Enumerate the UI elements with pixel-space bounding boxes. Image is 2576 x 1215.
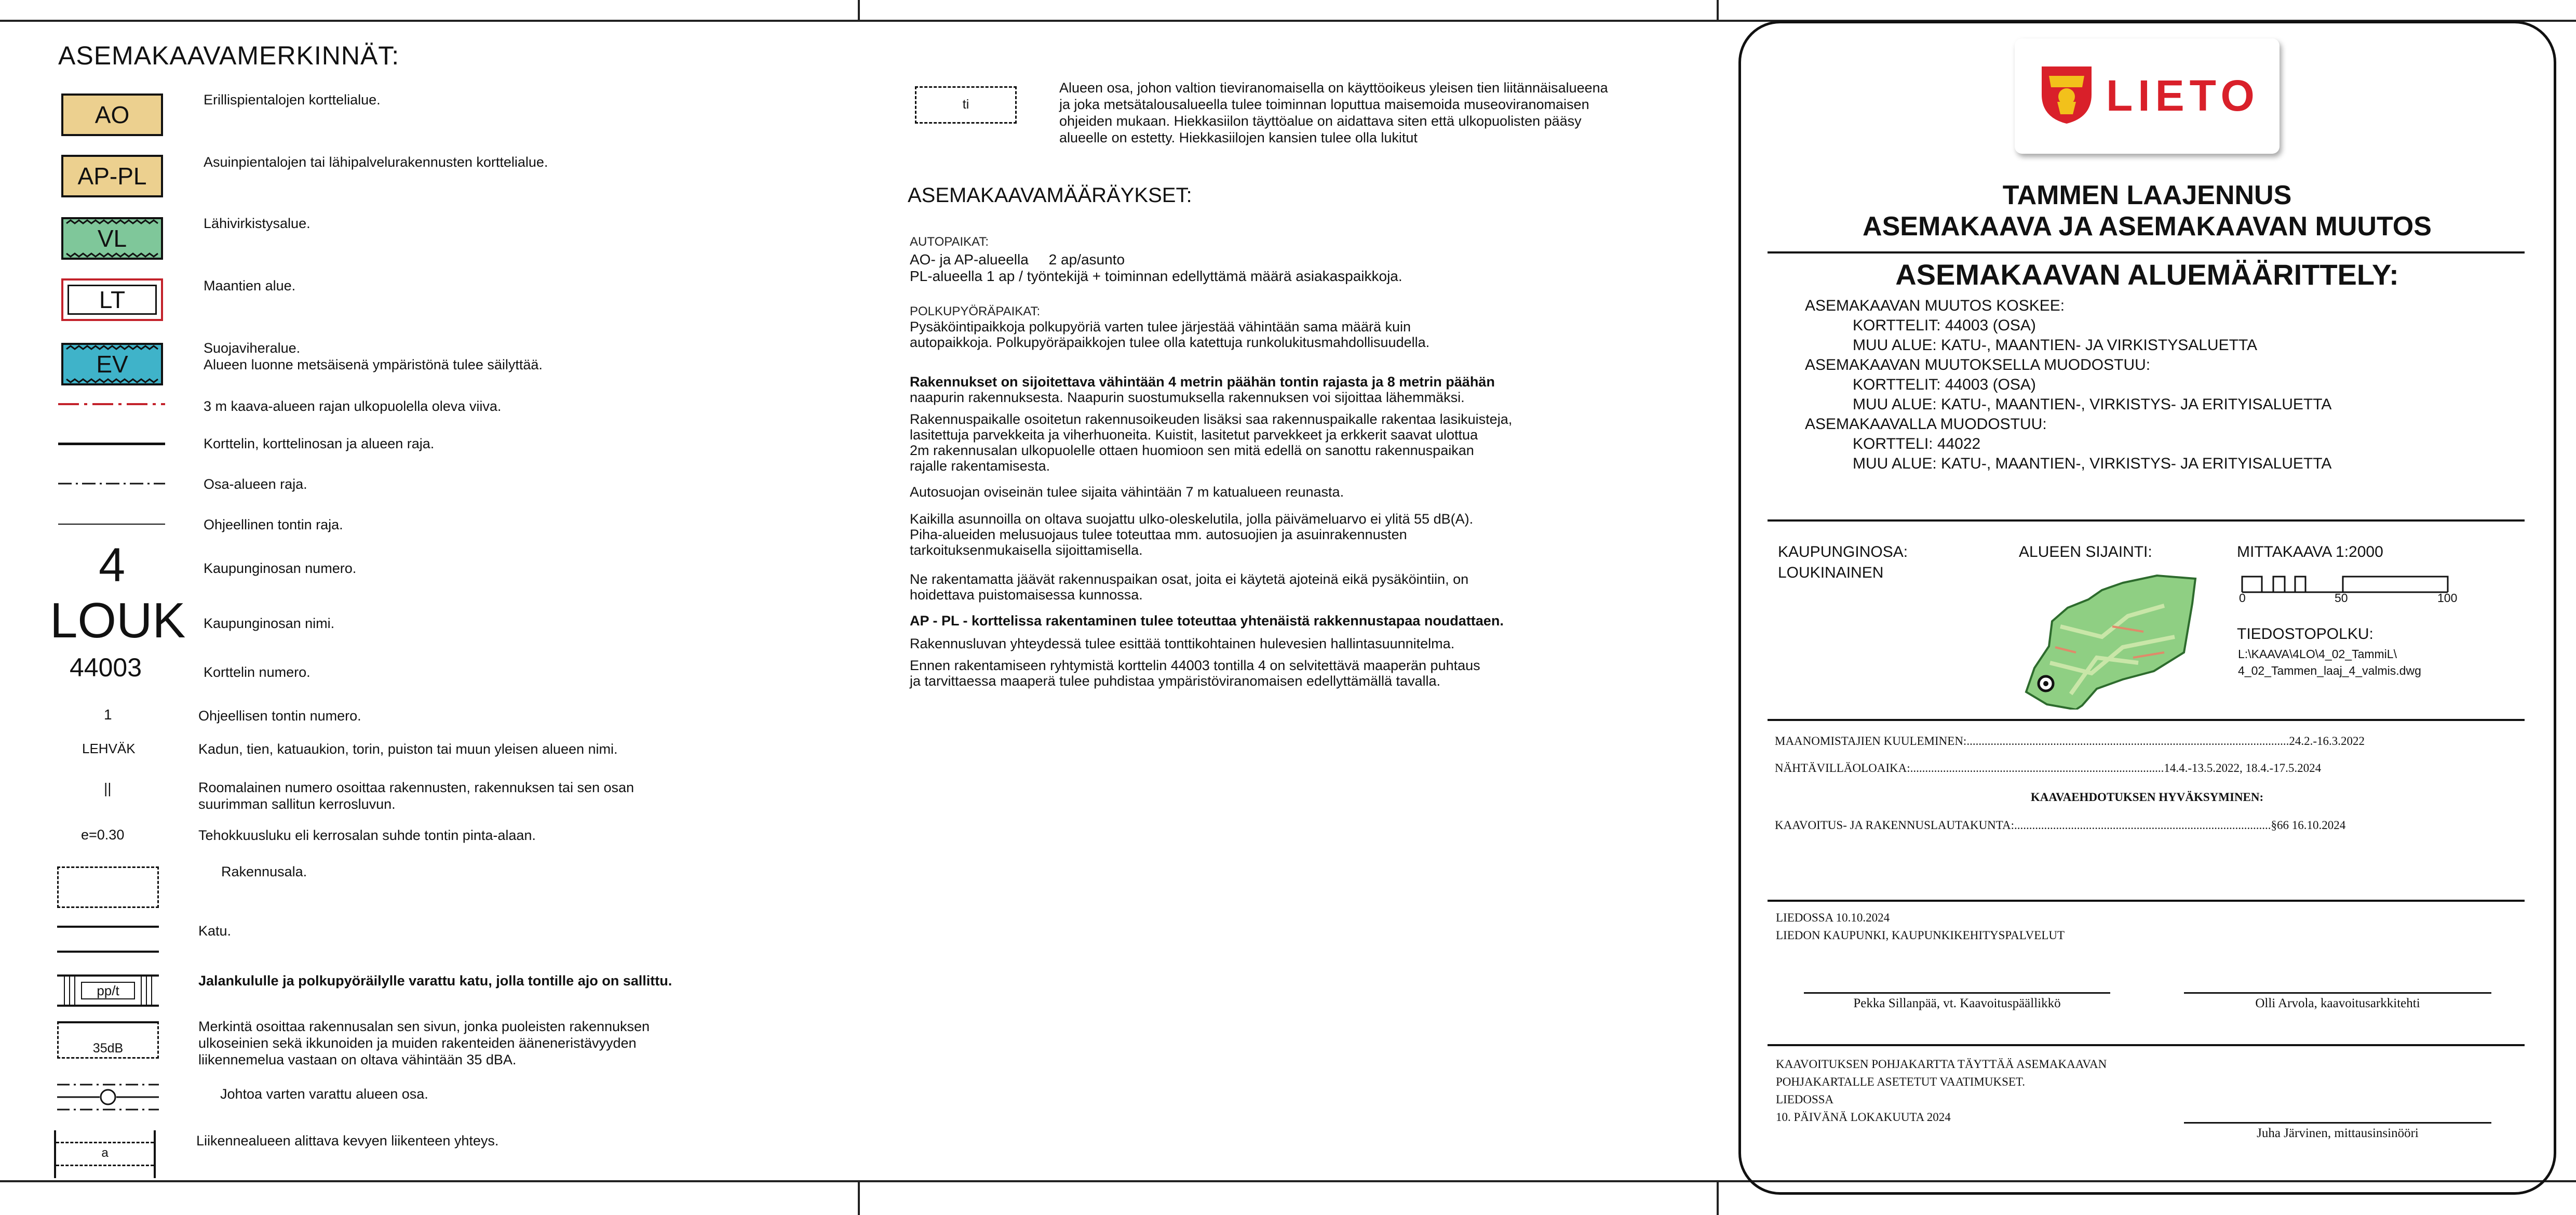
polku-heading: POLKUPYÖRÄPAIKAT: [910, 304, 1041, 318]
symbol-street-name: LEHVÄK [82, 741, 136, 756]
reg-text: hoidettava puistomaisessa kunnossa. [910, 587, 1143, 603]
symbol-underpass-label: a [101, 1146, 109, 1160]
symbol-building-area [57, 866, 159, 908]
plan-title: TAMMEN LAAJENNUS [2002, 180, 2292, 210]
legend-text: Lähivirkistysalue. [204, 216, 311, 231]
signature-line [2184, 1122, 2491, 1124]
reg-text: tarkoituksenmukaisella sijoittamisella. [910, 542, 1143, 558]
legend-text: ulkoseinien sekä ikkunoiden ja muiden rakenteiden ääneneristävyyden [198, 1035, 637, 1051]
reg-text: Ennen rakentamiseen ryhtymistä korttelin 44003 tontilla 4 on selvitettävä maaperän puhtaus [910, 658, 1480, 673]
divider [1768, 900, 2525, 902]
reg-text: Piha-alueiden melusuojaus tulee toteuttaa mm. autosuojien ja asuinrakennusten [910, 527, 1407, 542]
legend-text: Kaupunginosan nimi. [204, 616, 335, 631]
file-path-2: 4_02_Tammen_laaj_4_valmis.dwg [2238, 664, 2421, 677]
area-text: MUU ALUE: KATU-, MAANTIEN-, VIRKISTYS- JA ERITYISALUETTA [1853, 396, 2332, 413]
symbol-ti: ti [915, 86, 1017, 124]
reg-text: ja tarvittaessa maaperä tulee puhdistaa ympäristöviranomaisen edellyttämällä tavalla. [910, 673, 1441, 689]
legend-text: Jalankululle ja polkupyöräilylle varattu katu, jolla tontille ajo on sallittu. [198, 973, 672, 989]
logo-text: LIETO [2106, 71, 2260, 120]
symbol-lt [61, 278, 163, 321]
reg-text: naapurin rakennuksesta. Naapurin suostumuksella rakennuksen voi sijoittaa lähemmäksi. [910, 390, 1465, 405]
ti-note-line: ja joka metsätalousalueella tulee toiminnan loputtua maisemoida museoviranomaisen [1059, 97, 1589, 112]
legend-text: Kadun, tien, katuaukion, torin, puiston tai muun yleisen alueen nimi. [198, 741, 618, 757]
plan-subtitle: ASEMAKAAVA JA ASEMAKAAVAN MUUTOS [1863, 211, 2432, 242]
approval-heading: KAAVAEHDOTUKSEN HYVÄKSYMINEN: [2030, 791, 2264, 804]
reg-text: AO- ja AP-alueella 2 ap/asunto [910, 251, 1125, 268]
legend-text: Alueen luonne metsäisenä ympäristönä tulee säilyttää. [204, 357, 543, 372]
divider [1768, 1044, 2525, 1046]
ti-note-line: Alueen osa, johon valtion tieviranomaisella on käyttöoikeus yleisen tien liitännäisalueena [1059, 80, 1608, 96]
legend-text: 3 m kaava-alueen rajan ulkopuolella oleva viiva. [204, 398, 502, 414]
reg-text: Rakennuspaikalle osoitetun rakennusoikeuden lisäksi saa rakennuspaikalle rakentaa lasikuisteja, [910, 411, 1513, 427]
basemap-date: 10. PÄIVÄNÄ LOKAKUUTA 2024 [1776, 1111, 1951, 1124]
symbol-floor-count: || [104, 780, 112, 796]
scale-label: MITTAKAAVA 1:2000 [2237, 543, 2383, 560]
legend-text: Katu. [198, 923, 232, 939]
symbol-ev-label: EV [96, 351, 128, 378]
reg-text: Autosuojan oviseinän tulee sijaita vähintään 7 m katualueen reunasta. [910, 484, 1344, 500]
legend-text: suurimman sallitun kerrosluvun. [198, 796, 396, 812]
fold-mark [858, 1180, 860, 1215]
file-path-label: TIEDOSTOPOLKU: [2237, 625, 2373, 643]
symbol-vl [61, 217, 163, 260]
legend-text: Rakennusala. [221, 864, 307, 879]
legend-text: liikennemelua vastaan on oltava vähintään 35 dBA. [198, 1052, 517, 1067]
area-text: ASEMAKAAVAN MUUTOKSELLA MUODOSTUU: [1805, 356, 2151, 373]
fold-mark [1717, 0, 1719, 20]
sign-organisation: LIEDON KAUPUNKI, KAUPUNKIKEHITYSPALVELUT [1776, 929, 2065, 942]
legend-text: Kaupunginosan numero. [204, 560, 357, 576]
symbol-utility-line [57, 1082, 159, 1113]
reg-text: autopaikkoja. Polkupyöräpaikkojen tulee olla katettuja runkolukitusmahdollisuudella. [910, 335, 1430, 350]
file-path-1: L:\KAAVA\4LO\4_02_TammiL\ [2238, 647, 2397, 661]
symbol-district-name: LOUK [50, 593, 186, 648]
symbol-street [57, 926, 159, 953]
reg-text: Rakennusluvan yhteydessä tulee esittää tonttikohtainen hulevesien hallintasuunnitelma. [910, 636, 1455, 651]
scale-0: 0 [2239, 591, 2246, 605]
symbol-plot-number: 1 [104, 706, 112, 723]
signature-line [2184, 992, 2491, 994]
reg-text: lasitettuja parvekkeita ja viherhuoneita. Kuistit, lasitetut parvekkeet ja erkkerit saavat ulottua [910, 427, 1478, 443]
legend-text: Maantien alue. [204, 278, 296, 293]
reg-text: rajalle rakentamisesta. [910, 458, 1050, 474]
legend-title: ASEMAKAAVAMERKINNÄT: [58, 41, 400, 70]
district-value: LOUKINAINEN [1778, 564, 1884, 581]
legend-text: Tehokkuusluku eli kerrosalan suhde tontin pinta-alaan. [198, 827, 536, 843]
area-text: KORTTELIT: 44003 (OSA) [1853, 317, 2036, 334]
symbol-underpass [54, 1130, 156, 1178]
symbol-block-number: 44003 [70, 653, 142, 682]
legend-text: Korttelin numero. [204, 664, 311, 680]
symbol-ev [61, 343, 163, 385]
area-text: KORTTELI: 44022 [1853, 435, 1981, 452]
committee-approval: KAAVOITUS- JA RAKENNUSLAUTAKUNTA:......................................................................................§66 16.10.2024 [1775, 819, 2346, 832]
legend-text: Roomalainen numero osoittaa rakennusten, rakennuksen tai sen osan [198, 780, 635, 795]
signer-1: Pekka Sillanpää, vt. Kaavoituspäällikkö [1853, 996, 2061, 1010]
location-label: ALUEEN SIJAINTI: [2019, 543, 2152, 560]
scale-50: 50 [2335, 591, 2348, 605]
regulations-title: ASEMAKAAVAMÄÄRÄYKSET: [908, 184, 1192, 207]
legend-text: Suojaviheralue. [204, 340, 301, 356]
legend-text: Asuinpientalojen tai lähipalvelurakennusten korttelialue. [204, 154, 548, 170]
fold-mark [1717, 1180, 1719, 1215]
reg-text: PL-alueella 1 ap / työntekijä + toiminnan edellyttämä määrä asiakaspaikkoja. [910, 268, 1402, 284]
area-definition-title: ASEMAKAAVAN ALUEMÄÄRITTELY: [1895, 258, 2399, 291]
ti-note-line: alueelle on estetty. Hiekkasiilojen kansien tulee olla lukitut [1059, 130, 1418, 145]
area-text: MUU ALUE: KATU-, MAANTIEN- JA VIRKISTYSALUETTA [1853, 337, 2258, 354]
hearing-date: MAANOMISTAJIEN KUULEMINEN:............................................................................................................24.2.-16.3.2022 [1775, 735, 2365, 747]
symbol-red-dash-line [58, 401, 165, 407]
logo-card [2015, 38, 2280, 154]
legend-text: Osa-alueen raja. [204, 476, 307, 492]
symbol-noise-35db: 35dB [57, 1021, 159, 1059]
legend-text: Korttelin, korttelinosan ja alueen raja. [204, 436, 435, 451]
reg-text: Rakennukset on sijoitettava vähintään 4 metrin päähän tontin rajasta ja 8 metrin päähän [910, 374, 1495, 390]
symbol-vl-label: VL [97, 225, 127, 252]
legend-text: Ohjeellisen tontin numero. [198, 708, 361, 724]
basemap-statement: POHJAKARTALLE ASETETUT VAATIMUKSET. [1776, 1075, 2026, 1088]
reg-text: 2m rakennusalan ulkopuolelle ottaen huomioon sen mitä edellä on sanottu rakennuspaikan [910, 443, 1474, 458]
divider [1768, 719, 2525, 721]
legend-text: Liikennealueen alittava kevyen liikenteen yhteys. [196, 1133, 499, 1149]
autopaikat-heading: AUTOPAIKAT: [910, 235, 989, 249]
symbol-lt-label: LT [99, 286, 126, 313]
area-text: MUU ALUE: KATU-, MAANTIEN-, VIRKISTYS- JA ERITYISALUETTA [1853, 455, 2332, 472]
basemap-statement: KAAVOITUKSEN POHJAKARTTA TÄYTTÄÄ ASEMAKAAVAN [1776, 1058, 2107, 1071]
scale-100: 100 [2437, 591, 2458, 605]
lieto-crest-icon [2039, 63, 2095, 126]
fold-mark [858, 0, 860, 20]
signature-line [1804, 992, 2110, 994]
divider [1768, 251, 2525, 253]
area-text: ASEMAKAAVALLA MUODOSTUU: [1805, 416, 2047, 433]
symbol-ao: AO [61, 94, 163, 136]
symbol-district-number: 4 [99, 539, 126, 592]
area-text: KORTTELIT: 44003 (OSA) [1853, 376, 2036, 393]
divider [1768, 519, 2525, 522]
ti-note-line: ohjeiden mukaan. Hiekkasiilon täyttöalue on aidattava siten että ulkopuolisten pääsy [1059, 113, 1582, 129]
signer-3: Juha Järvinen, mittausinsinööri [2257, 1126, 2419, 1140]
reg-text: Kaikilla asunnoilla on oltava suojattu ulko-oleskelutila, jolla päivämeluarvo ei ylitä 55 dB(A). [910, 511, 1474, 527]
symbol-pedestrian-street [57, 974, 159, 1007]
reg-text: Pysäköintipaikkoja polkupyöriä varten tulee järjestää vähintään sama määrä kuin [910, 319, 1411, 335]
basemap-place: LIEDOSSA [1776, 1093, 1834, 1106]
location-map-icon [2019, 569, 2199, 710]
symbol-solid-line [58, 443, 165, 445]
reg-text: AP - PL - korttelissa rakentaminen tulee toteuttaa yhtenäistä rakkennustapaa noudattaen. [910, 613, 1504, 629]
legend-text: Ohjeellinen tontin raja. [204, 517, 343, 532]
display-period: NÄHTÄVILLÄOLOAIKA:.....................................................................................14.4.-13.5.2022, 18.4.-17.5.2024 [1775, 762, 2322, 775]
legend-text: Johtoa varten varattu alueen osa. [220, 1086, 428, 1102]
area-text: ASEMAKAAVAN MUUTOS KOSKEE: [1805, 297, 2065, 314]
legend-text: Erillispientalojen korttelialue. [204, 92, 381, 108]
legend-text: Merkintä osoittaa rakennusalan sen sivun, jonka puoleisten rakennuksen [198, 1019, 650, 1034]
reg-text: Ne rakentamatta jäävät rakennuspaikan osat, joita ei käytetä ajoteinä eikä pysäköintiin, on [910, 571, 1469, 587]
sign-place-date: LIEDOSSA 10.10.2024 [1776, 911, 1890, 924]
signer-2: Olli Arvola, kaavoitusarkkitehti [2255, 996, 2420, 1010]
symbol-dash-dot-line [58, 481, 165, 486]
symbol-ap-pl: AP-PL [61, 155, 163, 197]
symbol-thin-line [58, 524, 165, 525]
symbol-efficiency: e=0.30 [81, 827, 125, 843]
district-label: KAUPUNGINOSA: [1778, 543, 1908, 560]
symbol-pp-t-label: pp/t [81, 982, 135, 999]
